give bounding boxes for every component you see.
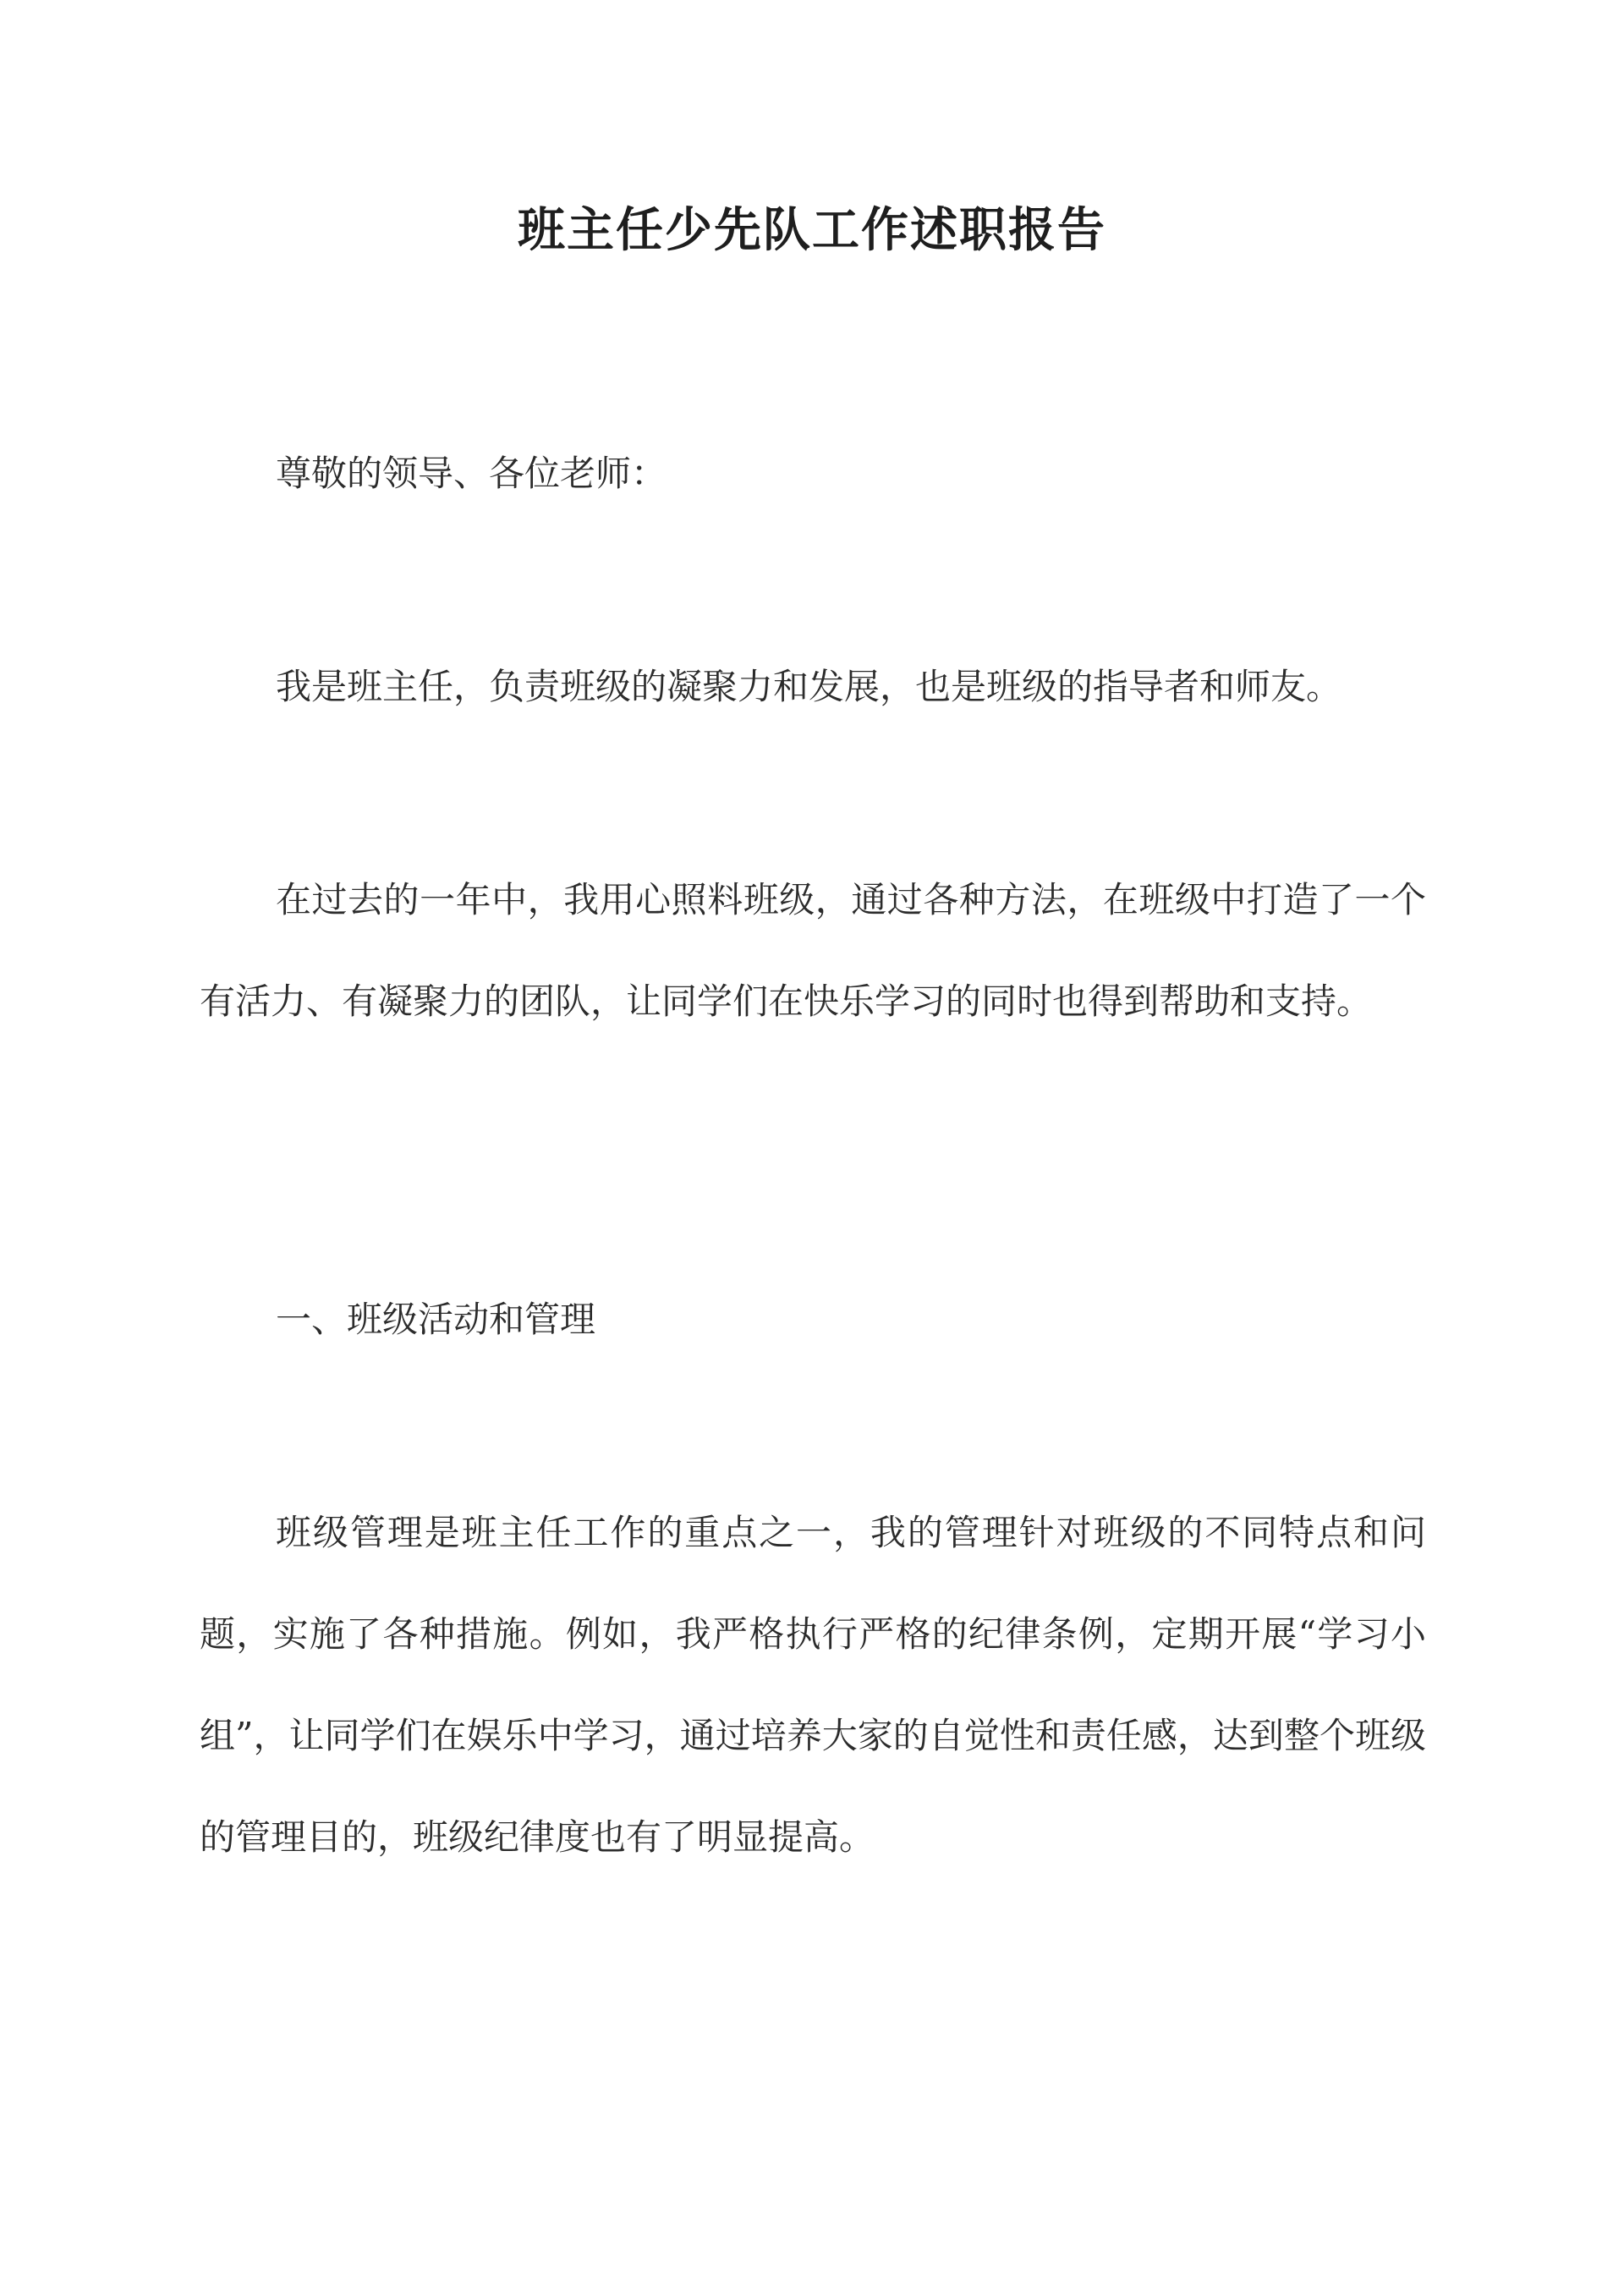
salutation-paragraph: 尊敬的领导、各位老师：	[276, 453, 667, 494]
summary-paragraph: 在过去的一年中，我用心照料班级，通过各种方法，在班级中打造了一个有活力、有凝聚力的团队，让同学们在快乐学习的同时也得到帮助和支持。	[200, 879, 1426, 1022]
management-paragraph: 班级管理是班主任工作的重点之一，我的管理针对班级的不同特点和问题，实施了各种措施。例如，我严格执行严格的纪律条例，定期开展“学习小组”，让同学们在娱乐中学习，通过培养大家的自觉性和责任感，达到整个班级的管理目的，班级纪律度也有了明显提高。	[200, 1512, 1426, 1858]
intro-paragraph: 我是班主任，负责班级的凝聚力和发展，也是班级的指导者和师友。	[276, 666, 1342, 707]
section-heading: 一、班级活动和管理	[276, 1299, 596, 1340]
document-title: 班主任少先队工作述职报告	[518, 202, 1106, 258]
